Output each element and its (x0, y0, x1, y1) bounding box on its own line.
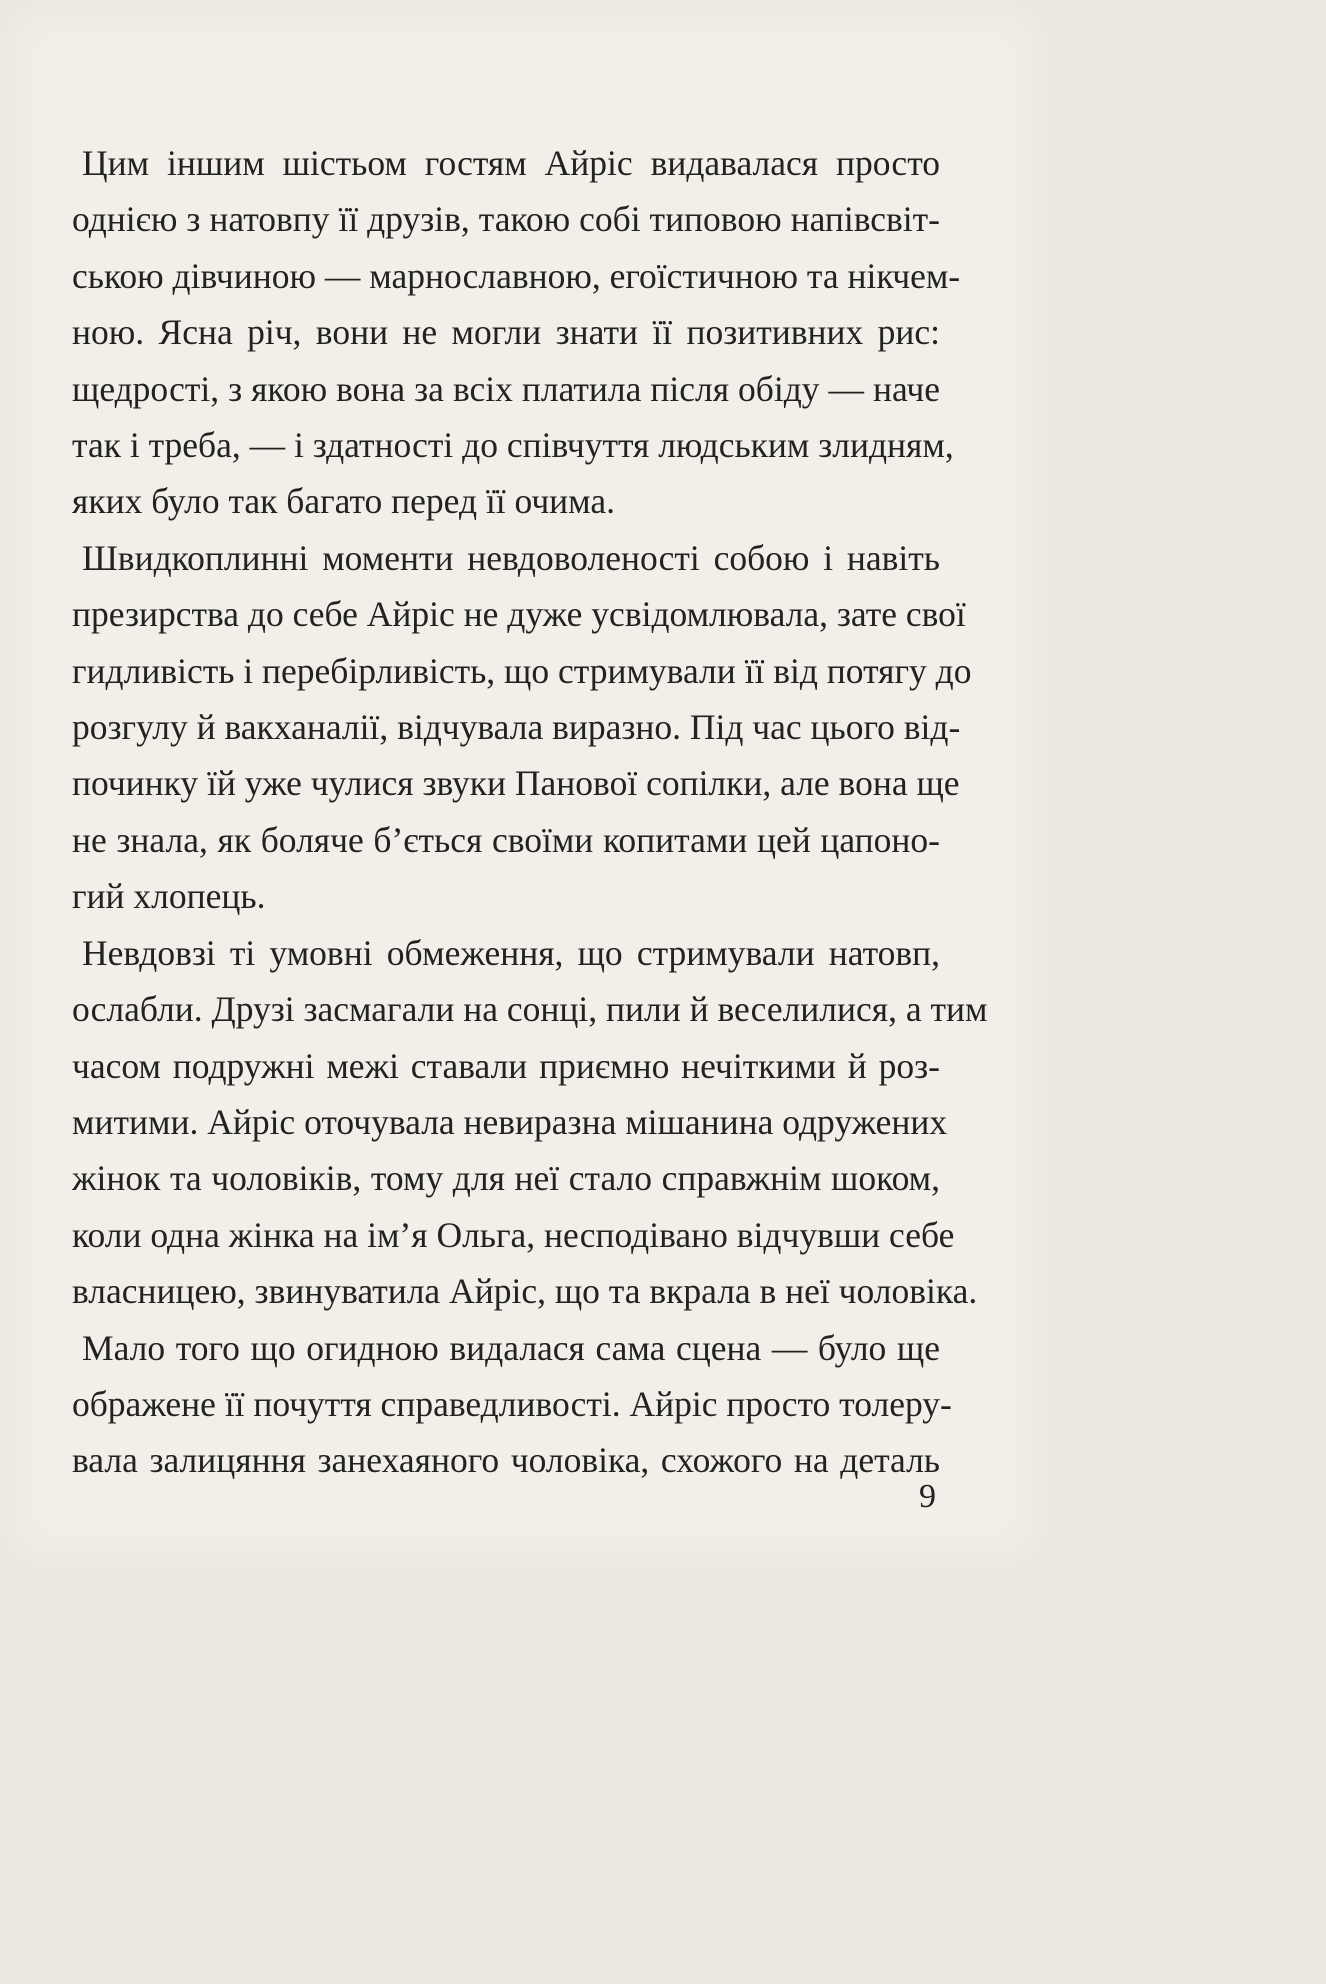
text-line: гидливість і перебірливість, що стримували її від потягу до (72, 650, 972, 691)
text-line: власницею, звинуватила Айріс, що та вкрала в неї чоловіка. (72, 1271, 978, 1312)
text-line: жінок та чоловіків, тому для неї стало справжнім шоком, (72, 1158, 940, 1199)
text-line: митими. Айріс оточувала невиразна мішанина одружених (72, 1101, 948, 1142)
text-line: Мало того що огидною видалася сама сцена — було ще (82, 1327, 940, 1368)
text-line: не знала, як боляче б’ється своїми копитами цей цапоно- (72, 819, 940, 860)
paragraph (62, 1320, 952, 1489)
text-line: Швидкоплинні моменти невдоволеності собою і навіть (82, 537, 940, 578)
page-number: 9 (919, 1478, 936, 1515)
text-line: ною. Ясна річ, вони не могли знати її позитивних рис: (72, 312, 940, 353)
text-line: ською дівчиною — марнославною, егоїстичною та нікчем- (72, 255, 961, 296)
text-line: щедрості, з якою вона за всіх платила після обіду — наче (72, 368, 940, 409)
text-line: яких було так багато перед її очима. (72, 481, 616, 522)
text-line: однією з натовпу її друзів, такою собі типовою напівсвіт- (72, 199, 940, 240)
paragraph (62, 925, 988, 1320)
text-line: ображене її почуття справедливості. Айріс просто толеру- (72, 1383, 952, 1424)
paragraph (62, 135, 961, 530)
text-line: починку їй уже чулися звуки Панової сопілки, але вона ще (72, 763, 960, 804)
text-line: часом подружні межі ставали приємно нечіткими й роз- (72, 1045, 940, 1086)
text-line: розгулу й вакханалії, відчувала виразно. Під час цього від- (72, 707, 961, 748)
text-line: гий хлопець. (72, 876, 266, 917)
text-line: так і треба, — і здатності до співчуття людським злидням, (72, 425, 954, 466)
text-line: Невдовзі ті умовні обмеження, що стримували натовп, (82, 932, 940, 973)
paragraph (62, 530, 972, 925)
text-line: презирства до себе Айріс не дуже усвідомлювала, зате свої (72, 594, 966, 635)
text-line: вала залицяння занехаяного чоловіка, схожого на деталь (72, 1440, 940, 1481)
body-text (62, 135, 988, 1489)
text-line: коли одна жінка на ім’я Ольга, несподівано відчувши себе (72, 1214, 955, 1255)
text-line: ослабли. Друзі засмагали на сонці, пили й веселилися, а тим (72, 989, 988, 1030)
text-line: Цим іншим шістьом гостям Айріс видавалася просто (82, 143, 940, 183)
